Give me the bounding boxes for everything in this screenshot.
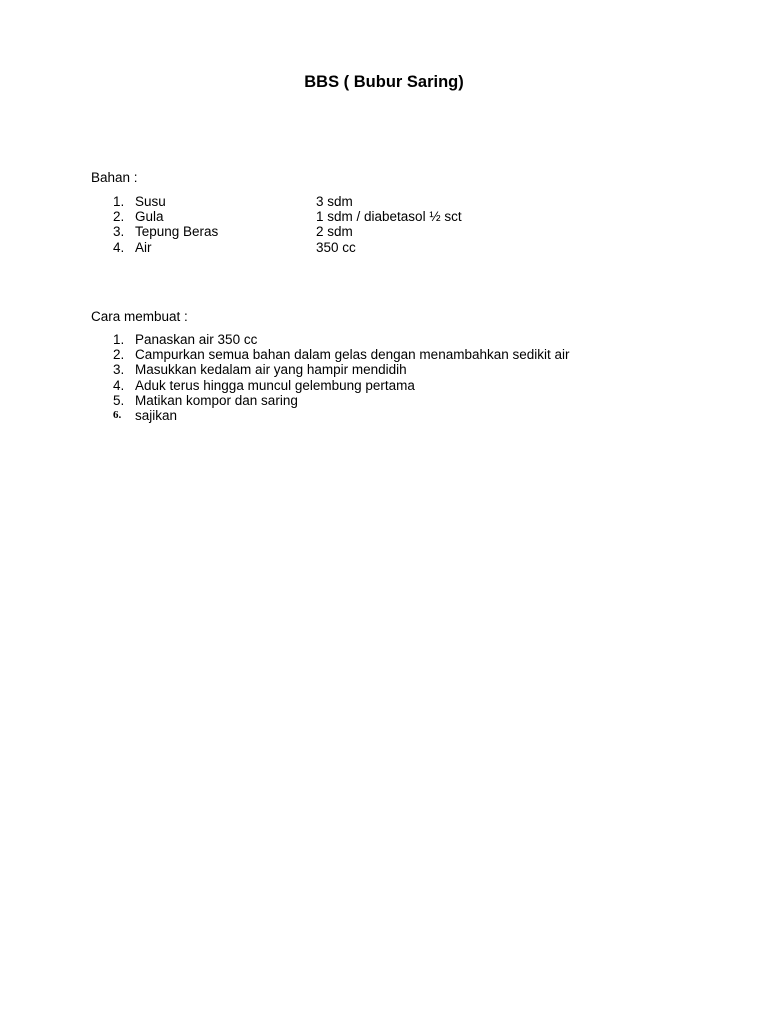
ingredient-name: Air: [135, 239, 152, 255]
step-text: Panaskan air 350 cc: [135, 332, 258, 347]
list-number: 5.: [113, 392, 125, 408]
ingredient-quantity: 2 sdm: [316, 224, 353, 240]
ingredient-name: Tepung Beras: [135, 224, 219, 240]
step-text: Campurkan semua bahan dalam gelas dengan menambahkan sedikit air: [135, 347, 570, 363]
step-text: Matikan kompor dan saring: [135, 392, 298, 408]
list-number: 3.: [113, 224, 125, 240]
ingredient-quantity: 350 cc: [316, 239, 356, 255]
list-number: 1.: [113, 332, 125, 347]
list-number: 4.: [113, 377, 125, 393]
ingredient-name: Gula: [135, 209, 164, 225]
ingredient-quantity: 3 sdm: [316, 194, 353, 209]
bahan-heading: Bahan :: [91, 170, 138, 185]
list-number: 3.: [113, 362, 125, 378]
list-number: 2.: [113, 347, 125, 363]
cara-membuat-heading: Cara membuat :: [91, 309, 188, 324]
list-number: 2.: [113, 209, 125, 225]
step-text: Aduk terus hingga muncul gelembung pertama: [135, 377, 415, 393]
list-number: 1.: [113, 194, 125, 209]
ingredient-name: Susu: [135, 194, 166, 209]
step-text: sajikan: [135, 407, 178, 423]
list-number: 4.: [113, 239, 125, 255]
list-number: 6.: [113, 408, 122, 421]
ingredient-quantity: 1 sdm / diabetasol ½ sct: [316, 209, 462, 225]
page-title: BBS ( Bubur Saring): [304, 73, 464, 91]
step-text: Masukkan kedalam air yang hampir mendidih: [135, 362, 407, 378]
